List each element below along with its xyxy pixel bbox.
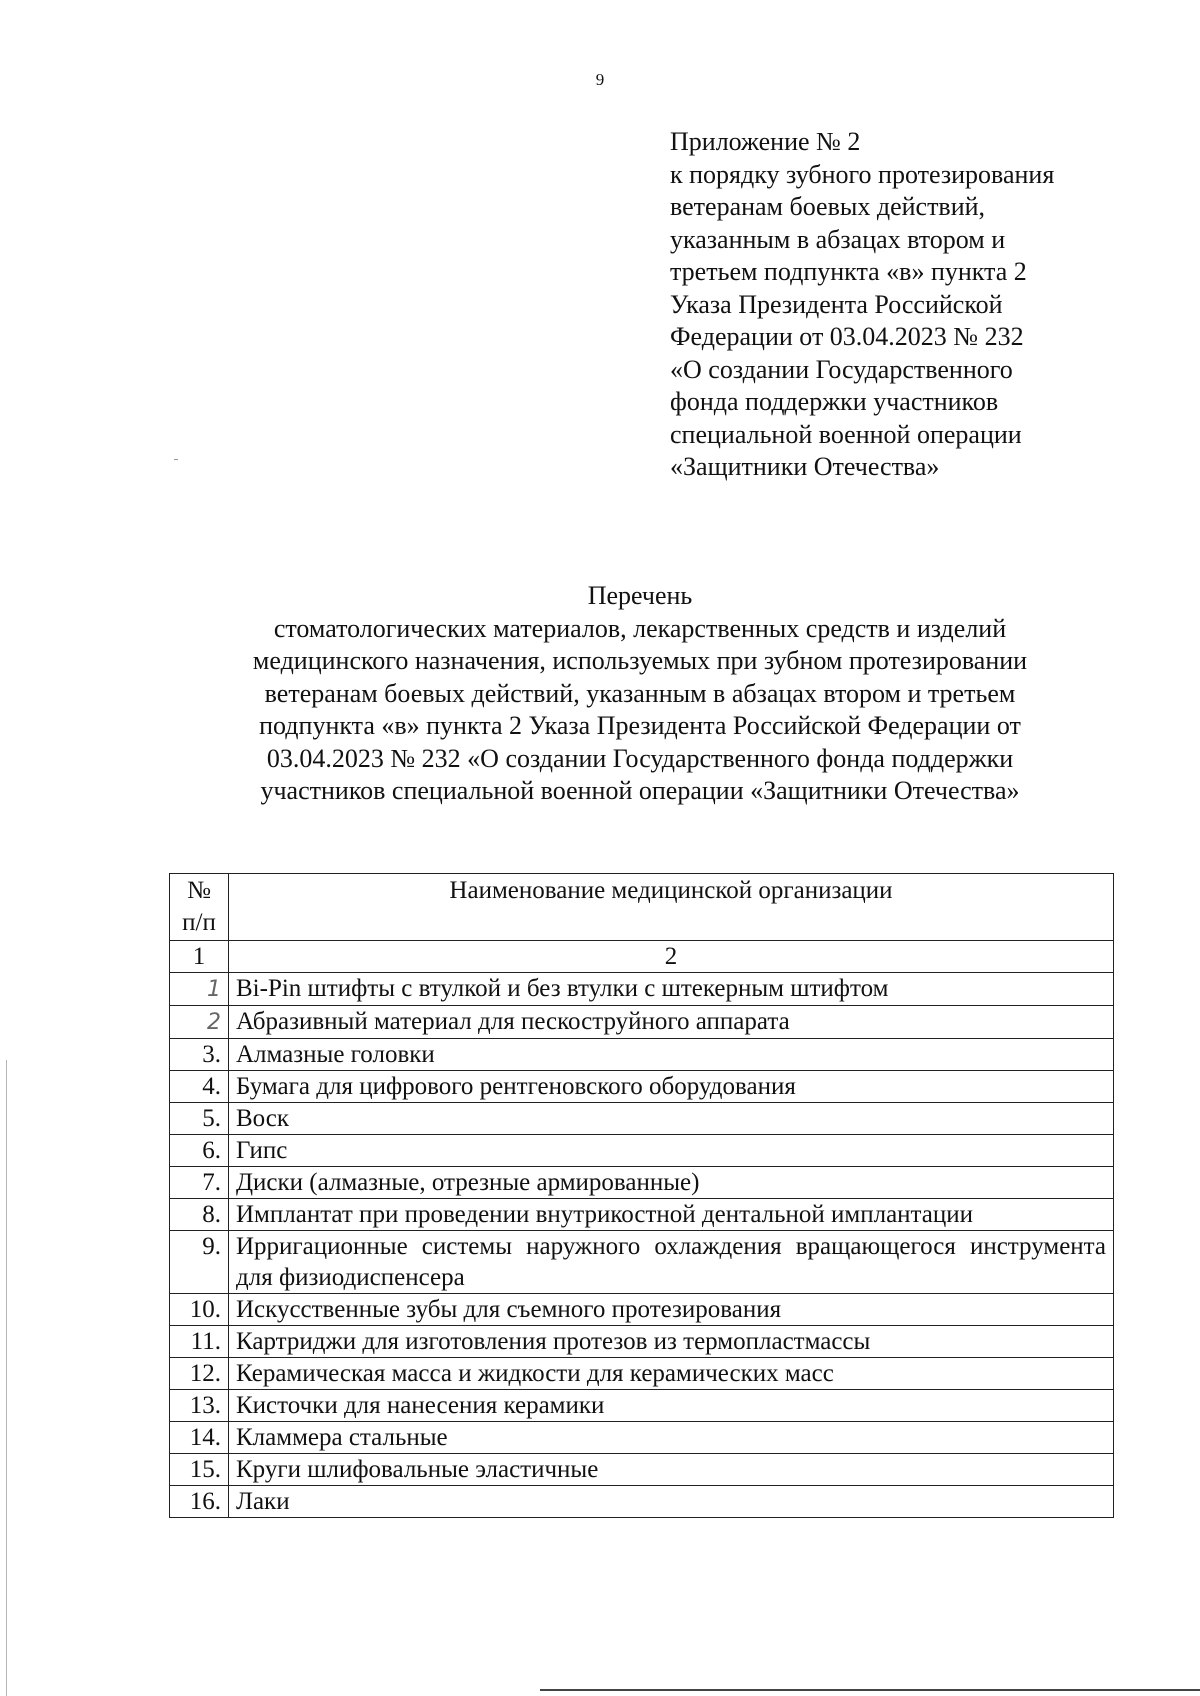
handwritten-number: 1 [207, 977, 221, 1002]
row-name: Диски (алмазные, отрезные армированные) [229, 1167, 1114, 1199]
row-name: Картриджи для изготовления протезов из термопластмассы [229, 1326, 1114, 1358]
table-row [170, 1135, 1114, 1167]
row-number: 16. [170, 1486, 229, 1518]
row-number: 5. [170, 1103, 229, 1135]
header-number-cell [170, 874, 229, 941]
appendix-line: Приложение № 2 [670, 127, 861, 156]
header-number-symbol: № [187, 877, 211, 904]
row-name: Искусственные зубы для съемного протезирования [229, 1294, 1114, 1326]
column-index-2: 2 [229, 941, 1114, 973]
title-line: ветеранам боевых действий, указанным в абзацах втором и третьем [264, 678, 1016, 708]
title-heading: Перечень [587, 581, 693, 610]
header-number-label: п/п [182, 909, 216, 936]
row-number [170, 1006, 229, 1039]
table-row [170, 1071, 1114, 1103]
scan-mark [174, 459, 178, 460]
appendix-line: ветеранам боевых действий, [670, 192, 986, 221]
row-name: Ирригационные системы наружного охлаждения вращающегося инструмента для физиодиспенсера [229, 1231, 1114, 1294]
handwritten-number: 2 [207, 1010, 221, 1035]
title-line: 03.04.2023 № 232 «О создании Государственного фонда поддержки [266, 743, 1014, 773]
row-name: Лаки [229, 1486, 1114, 1518]
row-name: Гипс [229, 1135, 1114, 1167]
table-row [170, 1167, 1114, 1199]
row-number: 6. [170, 1135, 229, 1167]
table-row [170, 1199, 1114, 1231]
title-line: стоматологических материалов, лекарственных средств и изделий [273, 613, 1007, 643]
appendix-reference [670, 126, 1110, 484]
row-number: 10. [170, 1294, 229, 1326]
title-line: медицинского назначения, используемых при зубном протезировании [252, 646, 1028, 675]
table-row [170, 1006, 1114, 1039]
row-number: 15. [170, 1454, 229, 1486]
appendix-line: третьем подпункта «в» пункта 2 [670, 257, 1027, 286]
table-row [170, 1454, 1114, 1486]
row-number: 14. [170, 1422, 229, 1454]
appendix-line: Федерации от 03.04.2023 № 232 [670, 322, 1024, 351]
row-number: 3. [170, 1039, 229, 1071]
bottom-rule [540, 1689, 1200, 1691]
header-name-cell: Наименование медицинской организации [229, 874, 1114, 941]
row-name: Кисточки для нанесения керамики [229, 1390, 1114, 1422]
row-name: Бумага для цифрового рентгеновского оборудования [229, 1071, 1114, 1103]
title-line: подпункта «в» пункта 2 Указа Президента Российской Федерации от [259, 711, 1021, 740]
row-name: Кламмера стальные [229, 1422, 1114, 1454]
materials-table [169, 873, 1114, 1518]
row-name: Bi-Pin штифты с втулкой и без втулки с штекерным штифтом [229, 973, 1114, 1006]
column-index-row [170, 941, 1114, 973]
row-number [170, 973, 229, 1006]
row-name: Алмазные головки [229, 1039, 1114, 1071]
table-row [170, 1422, 1114, 1454]
table-row [170, 1358, 1114, 1390]
row-number: 4. [170, 1071, 229, 1103]
table-row [170, 1231, 1114, 1294]
row-name: Керамическая масса и жидкости для керамических масс [229, 1358, 1114, 1390]
table-header-row [170, 874, 1114, 941]
scan-edge-line [6, 1060, 7, 1696]
row-number: 11. [170, 1326, 229, 1358]
table-row [170, 1486, 1114, 1518]
appendix-line: «Защитники Отечества» [670, 452, 940, 481]
appendix-line: к порядку зубного протезирования [670, 159, 1055, 189]
row-name: Круги шлифовальные эластичные [229, 1454, 1114, 1486]
appendix-line: «О создании Государственного [670, 354, 1013, 384]
row-number: 8. [170, 1199, 229, 1231]
table-row [170, 1103, 1114, 1135]
table-row [170, 973, 1114, 1006]
row-number: 12. [170, 1358, 229, 1390]
table-row [170, 1390, 1114, 1422]
appendix-line: Указа Президента Российской [670, 289, 1003, 319]
row-number: 9. [170, 1231, 229, 1294]
title-line: участников специальной военной операции «Защитники Отечества» [260, 776, 1020, 805]
row-number: 7. [170, 1167, 229, 1199]
column-index-1: 1 [170, 941, 229, 973]
row-name: Воск [229, 1103, 1114, 1135]
row-name: Абразивный материал для пескоструйного аппарата [229, 1006, 1114, 1039]
table-row [170, 1294, 1114, 1326]
appendix-line: фонда поддержки участников [670, 387, 999, 416]
document-title [120, 580, 1160, 808]
appendix-line: указанным в абзацах втором и [670, 224, 1006, 254]
row-number: 13. [170, 1390, 229, 1422]
table-row [170, 1039, 1114, 1071]
appendix-line: специальной военной операции [670, 419, 1022, 449]
page-number: 9 [595, 70, 605, 89]
table-row [170, 1326, 1114, 1358]
row-name: Имплантат при проведении внутрикостной дентальной имплантации [229, 1199, 1114, 1231]
